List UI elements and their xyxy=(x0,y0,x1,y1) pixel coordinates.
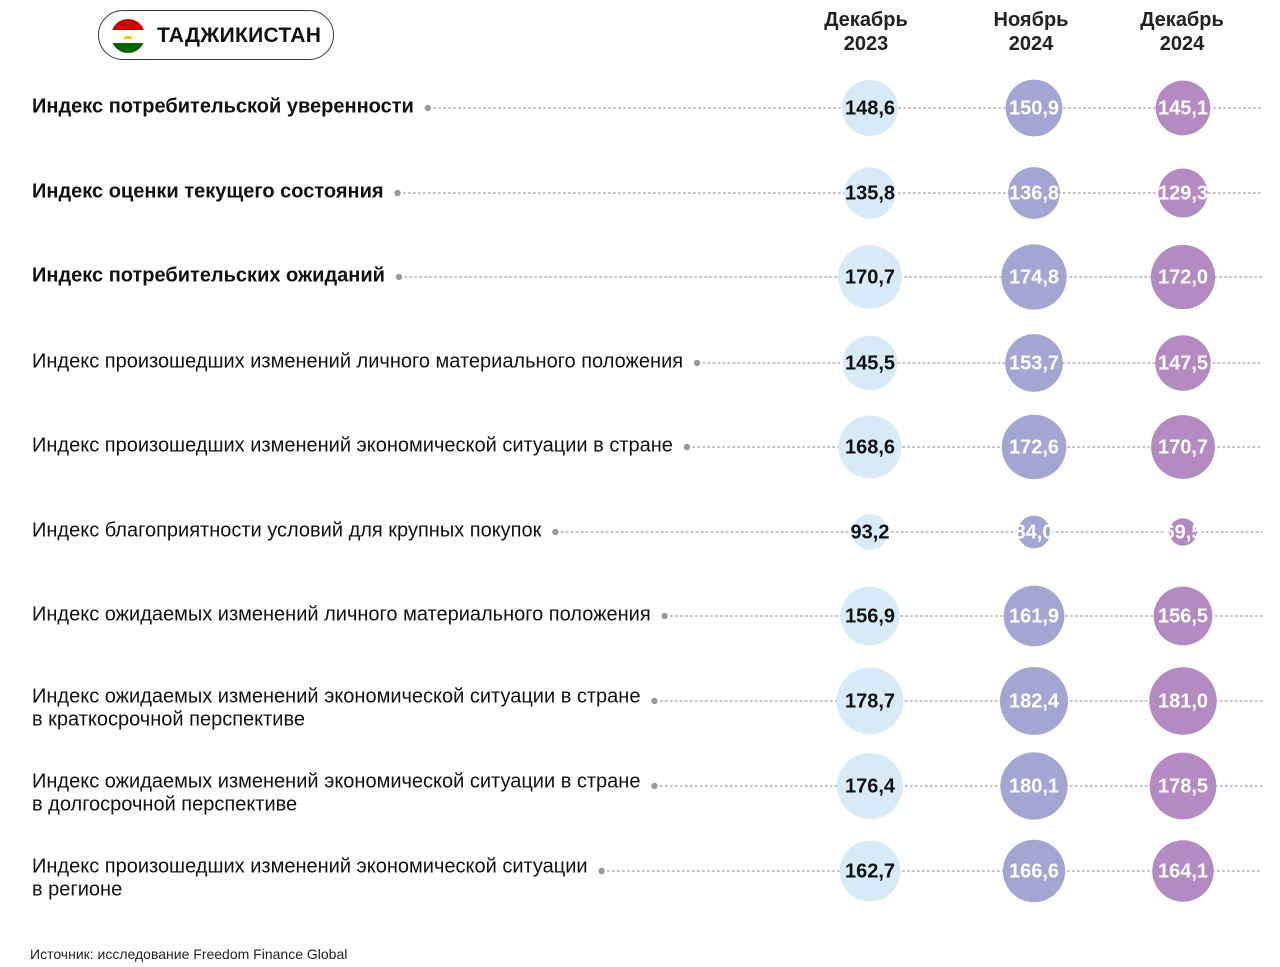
value-label: 135,8 xyxy=(844,182,896,205)
row-label: Индекс произошедших изменений экономической ситуации в стране xyxy=(32,434,673,457)
value-label: 181,0 xyxy=(1157,690,1209,713)
column-header-month: Декабрь xyxy=(1140,9,1224,31)
value-label: 156,9 xyxy=(844,605,896,628)
row-label: Индекс произошедших изменений личного материального положения xyxy=(32,350,684,373)
value-label: 136,8 xyxy=(1008,182,1060,205)
value-label: 145,1 xyxy=(1157,97,1209,120)
value-label: 148,6 xyxy=(844,97,896,120)
chart-row xyxy=(32,514,1262,550)
value-label: 162,7 xyxy=(844,860,896,883)
value-label: 178,7 xyxy=(844,690,896,713)
country-name: ТАДЖИКИСТАН xyxy=(157,24,322,47)
chart-row xyxy=(32,167,1262,219)
value-label: 69,5 xyxy=(1163,521,1203,544)
row-label: Индекс благоприятности условий для крупных покупок xyxy=(32,519,542,542)
value-label: 172,0 xyxy=(1157,266,1209,289)
leader-start-dot xyxy=(661,613,667,619)
chart-row xyxy=(32,752,1262,819)
chart-row xyxy=(32,244,1262,309)
chart-row xyxy=(32,415,1262,480)
value-label: 93,2 xyxy=(850,521,890,544)
chart-row xyxy=(32,80,1262,137)
row-label: Индекс потребительской уверенности xyxy=(32,95,414,118)
value-label: 161,9 xyxy=(1008,605,1060,628)
value-label: 182,4 xyxy=(1008,690,1060,713)
source-note: Источник: исследование Freedom Finance Global xyxy=(30,946,348,962)
value-label: 164,1 xyxy=(1157,860,1209,883)
value-label: 168,6 xyxy=(844,436,896,459)
column-header-year: 2023 xyxy=(843,33,889,55)
column-header-month: Декабрь xyxy=(824,9,908,31)
value-label: 156,5 xyxy=(1157,605,1209,628)
row-label: Индекс ожидаемых изменений экономической ситуации в стране xyxy=(32,770,641,793)
leader-start-dot xyxy=(651,783,657,789)
leader-start-dot xyxy=(694,360,700,366)
value-label: 180,1 xyxy=(1008,775,1060,798)
leader-start-dot xyxy=(598,868,604,874)
leader-start-dot xyxy=(651,698,657,704)
row-label: в регионе xyxy=(32,878,123,901)
column-header-year: 2024 xyxy=(1008,33,1054,55)
value-label: 170,7 xyxy=(844,266,896,289)
value-label: 178,5 xyxy=(1157,775,1209,798)
value-label: 153,7 xyxy=(1008,352,1060,375)
leader-start-dot xyxy=(684,444,690,450)
leader-start-dot xyxy=(396,274,402,280)
value-label: 170,7 xyxy=(1157,436,1209,459)
chart-row xyxy=(32,334,1262,392)
chart-row xyxy=(32,840,1262,902)
row-label: Индекс произошедших изменений экономической ситуации xyxy=(32,855,588,878)
column-header-year: 2024 xyxy=(1159,33,1205,55)
chart-row xyxy=(32,586,1262,647)
chart-row xyxy=(32,667,1262,735)
row-label: Индекс оценки текущего состояния xyxy=(32,180,384,203)
value-label: 174,8 xyxy=(1008,266,1060,289)
value-label: 84,0 xyxy=(1014,521,1054,544)
value-label: 166,6 xyxy=(1008,860,1060,883)
leader-start-dot xyxy=(552,529,558,535)
value-label: 176,4 xyxy=(844,775,896,798)
value-label: 150,9 xyxy=(1008,97,1060,120)
row-label: Индекс ожидаемых изменений экономической ситуации в стране xyxy=(32,685,641,708)
leader-start-dot xyxy=(394,190,400,196)
row-label: Индекс ожидаемых изменений личного материального положения xyxy=(32,603,651,626)
row-label: в краткосрочной перспективе xyxy=(32,708,305,731)
value-label: 172,6 xyxy=(1008,436,1060,459)
value-label: 147,5 xyxy=(1157,352,1209,375)
row-label: Индекс потребительских ожиданий xyxy=(32,264,385,287)
value-label: 145,5 xyxy=(844,352,896,375)
leader-start-dot xyxy=(425,105,431,111)
row-label: в долгосрочной перспективе xyxy=(32,793,298,816)
column-header-month: Ноябрь xyxy=(993,9,1069,31)
value-label: 129,3 xyxy=(1157,182,1209,205)
